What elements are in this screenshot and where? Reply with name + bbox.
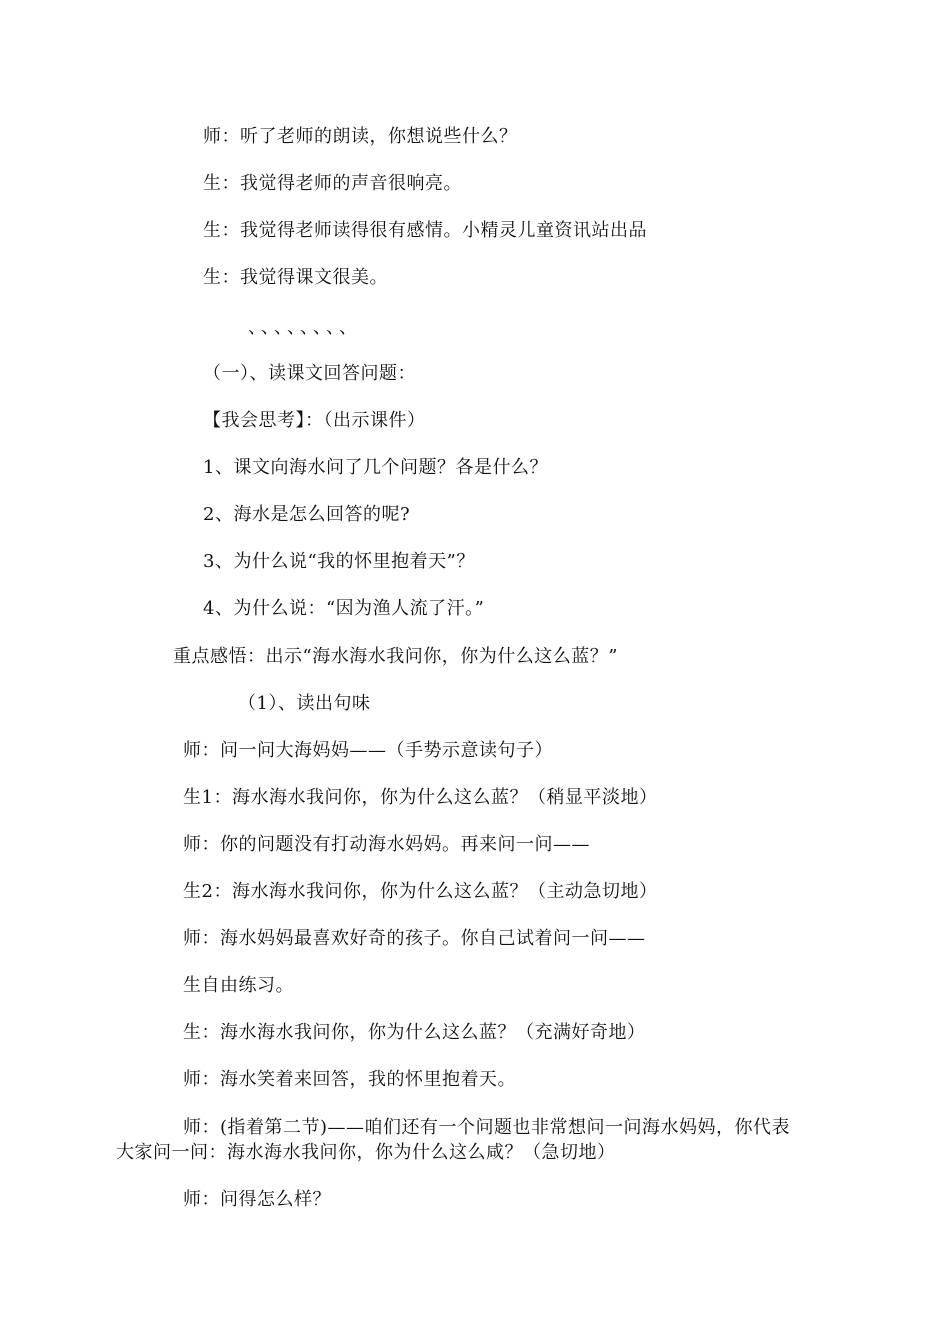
section-heading: （一）、读课文回答问题： [203,363,416,384]
dialogue-line: 生：我觉得老师的声音很响亮。 [203,173,462,194]
question-item: 4、为什么说：“因为渔人流了汗。” [203,598,485,619]
dialogue-line-continuation: 大家问一问：海水海水我问你，你为什么这么咸？（急切地） [116,1142,616,1163]
exercise-heading: 【我会思考】：（出示课件） [203,410,426,431]
ellipsis-marks: 、、、、、、、、 [248,317,361,338]
dialogue-line: 师：你的问题没有打动海水妈妈。再来问一问—— [183,834,590,855]
dialogue-line: 生自由练习。 [183,975,294,996]
dialogue-line: 师：海水笑着来回答，我的怀里抱着天。 [183,1069,516,1090]
dialogue-line: 生：我觉得老师读得很有感情。小精灵儿童资讯站出品 [203,220,647,241]
key-insight: 重点感悟：出示“海水海水我问你，你为什么这么蓝？” [173,646,618,667]
dialogue-line: 师：问一问大海妈妈——（手势示意读句子） [183,740,553,761]
dialogue-line: 生1：海水海水我问你，你为什么这么蓝？（稍显平淡地） [183,787,658,808]
question-item: 3、为什么说“我的怀里抱着天”？ [203,551,475,572]
dialogue-line: 师：问得怎么样？ [183,1189,331,1210]
question-item: 1、课文向海水问了几个问题？各是什么？ [203,457,548,478]
dialogue-line: 师：海水妈妈最喜欢好奇的孩子。你自己试着问一问—— [183,928,646,949]
dialogue-line: 师：听了老师的朗读，你想说些什么？ [203,126,518,147]
dialogue-line: 生2：海水海水我问你，你为什么这么蓝？（主动急切地） [183,881,658,902]
dialogue-line: 师：(指着第二节)——咱们还有一个问题也非常想问一问海水妈妈，你代表 [183,1117,791,1138]
question-item: 2、海水是怎么回答的呢? [203,504,411,525]
dialogue-line: 生：海水海水我问你，你为什么这么蓝？（充满好奇地） [183,1022,646,1043]
subsection-heading: （1）、读出句味 [238,693,371,714]
dialogue-line: 生：我觉得课文很美。 [203,267,388,288]
